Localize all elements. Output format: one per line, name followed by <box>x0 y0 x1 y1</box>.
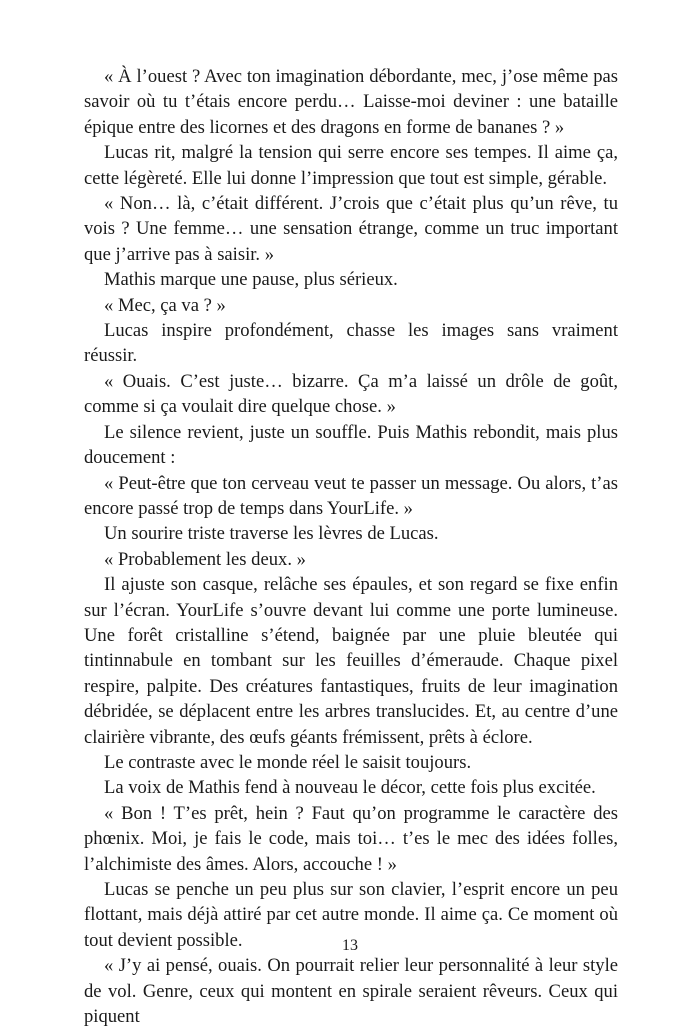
paragraph: « Non… là, c’était différent. J’crois que c’était plus qu’un rêve, tu vois ? Une femme… une sensation étrange, comme un truc important que j’arrive pas à saisir. » <box>84 193 618 265</box>
paragraph: « Probablement les deux. » <box>104 548 306 570</box>
page-number: 13 <box>342 937 358 954</box>
paragraph: Lucas se penche un peu plus sur son clavier, l’esprit encore un peu flottant, mais déjà attiré par cet autre monde. Il aime ça. Ce moment où tout devient possible. <box>84 879 618 951</box>
paragraph: Il ajuste son casque, relâche ses épaules, et son regard se fixe enfin sur l’écran. YourLife s’ouvre devant lui comme une porte lumineuse. Une forêt cristalline s’étend, baignée par une pluie bleutée qui tintinnabule en tombant sur les feuilles d’émeraude. Chaque pixel respire, palpite. Des créatures fantastiques, fruits de leur imagination débridée, se déplacent entre les arbres translucides. Et, au centre d’une clairière vibrante, des œufs géants frémissent, prêts à éclore. <box>84 574 618 748</box>
paragraph: Lucas rit, malgré la tension qui serre encore ses tempes. Il aime ça, cette légèreté. Elle lui donne l’impression que tout est simple, gérable. <box>84 142 618 189</box>
paragraph: « J’y ai pensé, ouais. On pourrait relier leur personnalité à leur style de vol. Genre, ceux qui montent en spirale seraient rêveurs. Ceux qui piquent <box>84 955 618 1028</box>
paragraph: « Mec, ça va ? » <box>104 294 226 316</box>
paragraph: La voix de Mathis fend à nouveau le décor, cette fois plus excitée. <box>104 777 596 799</box>
paragraph: Un sourire triste traverse les lèvres de Lucas. <box>104 523 439 545</box>
paragraph: Mathis marque une pause, plus sérieux. <box>104 269 398 291</box>
paragraph: « Ouais. C’est juste… bizarre. Ça m’a laissé un drôle de goût, comme si ça voulait dire quelque chose. » <box>84 370 618 418</box>
paragraph: « À l’ouest ? Avec ton imagination débordante, mec, j’ose même pas savoir où tu t’étais encore perdu… Laisse-moi deviner : une bataille épique entre des licornes et des dragons en forme de bananes ? » <box>84 66 618 138</box>
paragraph: Le contraste avec le monde réel le saisit toujours. <box>104 751 472 773</box>
paragraph: Le silence revient, juste un souffle. Puis Mathis rebondit, mais plus doucement : <box>84 421 618 469</box>
paragraph: « Bon ! T’es prêt, hein ? Faut qu’on programme le caractère des phœnix. Moi, je fais le code, mais toi… t’es le mec des idées folles, l’alchimiste des âmes. Alors, accouche ! » <box>84 802 618 875</box>
paragraph: Lucas inspire profondément, chasse les images sans vraiment réussir. <box>84 320 618 367</box>
page-body <box>84 64 618 1029</box>
paragraph: « Peut-être que ton cerveau veut te passer un message. Ou alors, t’as encore passé trop de temps dans YourLife. » <box>84 472 618 519</box>
